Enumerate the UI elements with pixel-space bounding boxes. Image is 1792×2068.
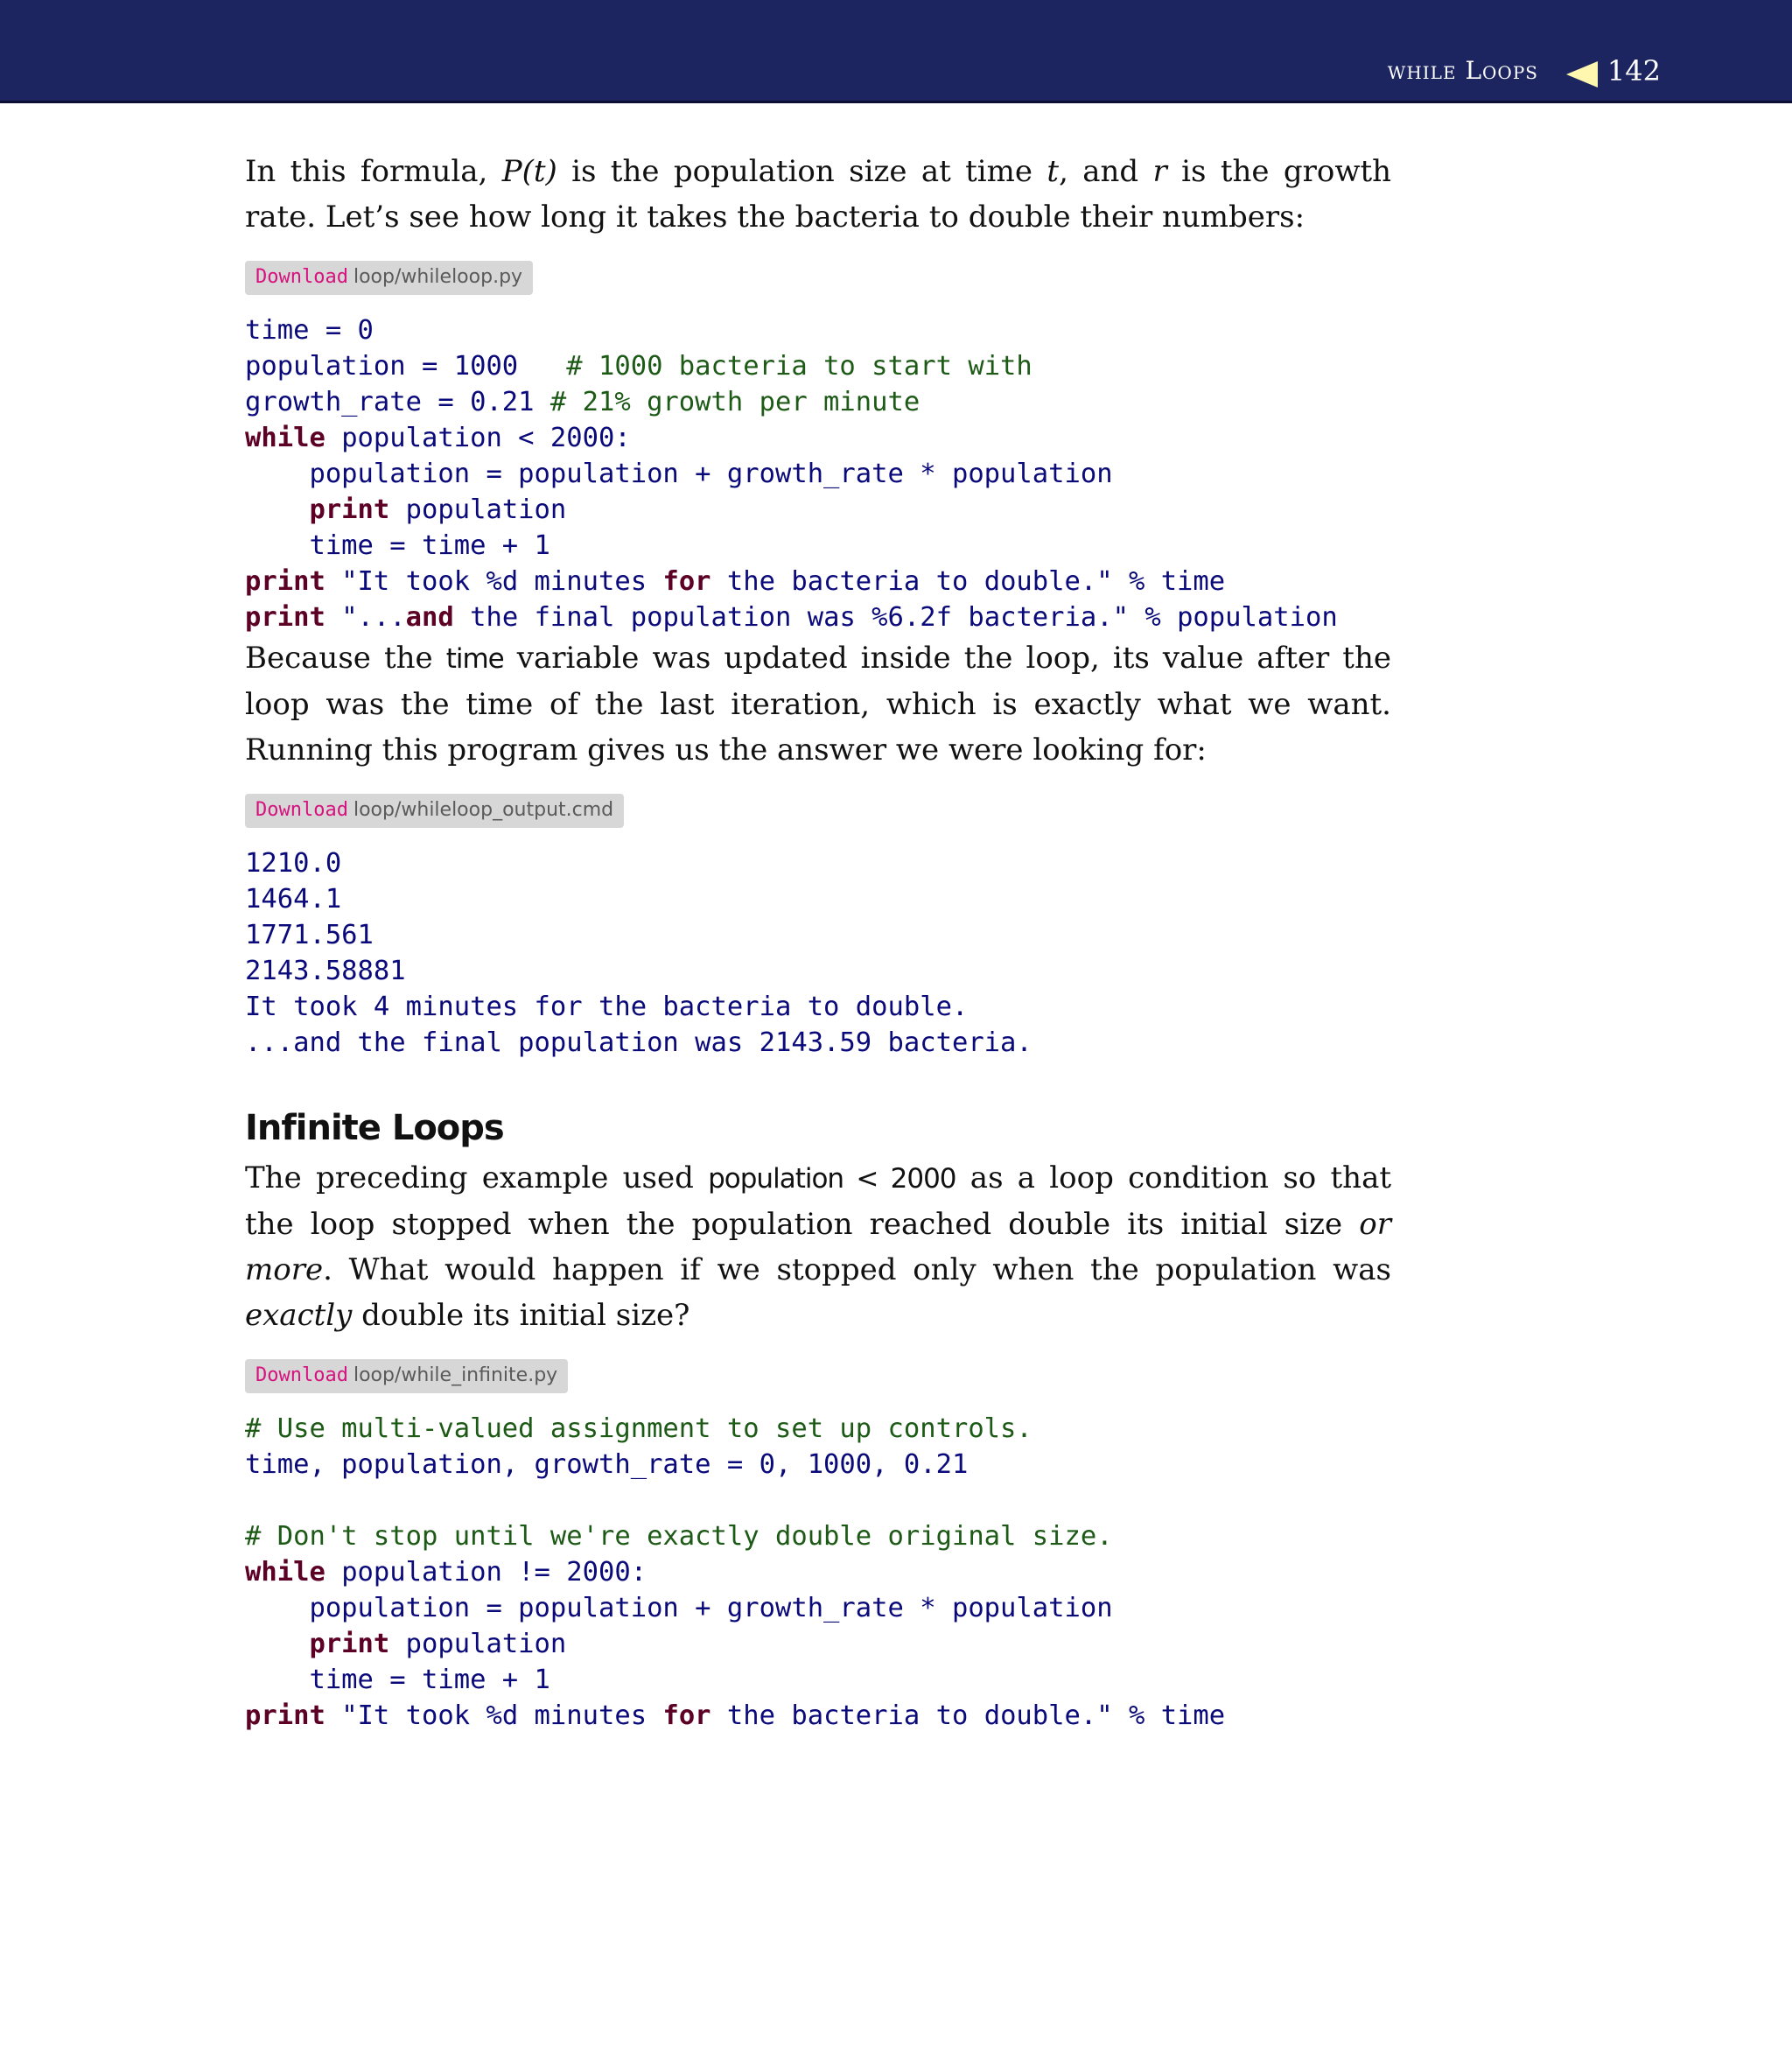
text-run: variable was updated inside the loop, its value after the loop was the time of the last iteration, which is exactly what we want. Running this program gives us the answer we were looking for:: [245, 641, 1391, 768]
output-line: ...and the final population was 2143.59 bacteria.: [245, 1027, 1032, 1058]
code-keyword: and: [405, 602, 454, 633]
code-text: population < 2000:: [325, 423, 631, 453]
download-label: Download: [256, 1364, 348, 1386]
code-keyword: print: [245, 566, 326, 597]
code-line: [245, 420, 1391, 456]
header-section-title: while Loops: [1387, 56, 1538, 85]
download-path: loop/whileloop_output.cmd: [353, 799, 614, 821]
code-text: time = time + 1: [245, 1665, 550, 1695]
download-link-whileloop-output[interactable]: [245, 794, 624, 828]
code-string: "It took %d minutes: [325, 566, 663, 597]
output-line: It took 4 minutes for the bacteria to double.: [245, 992, 969, 1022]
code-comment: # Don't stop until we're exactly double original size.: [245, 1521, 1113, 1552]
code-text: growth_rate = 0.21: [245, 387, 550, 417]
download-label: Download: [256, 799, 348, 821]
paragraph-loop-explanation: [245, 635, 1391, 773]
code-keyword: print: [245, 602, 326, 633]
code-line: [245, 1698, 1391, 1734]
math-r: r: [1152, 154, 1167, 189]
emphasis-or-more: or more: [245, 1207, 1391, 1287]
code-line: [245, 1518, 1391, 1554]
section-heading-infinite-loops: Infinite Loops: [245, 1108, 504, 1148]
code-keyword: print: [245, 1700, 326, 1731]
code-keyword: for: [662, 566, 711, 597]
output-line: 1771.561: [245, 920, 374, 950]
code-line: [245, 1411, 1391, 1447]
code-string: the bacteria to double." % time: [710, 566, 1226, 597]
download-link-while-infinite[interactable]: [245, 1359, 568, 1393]
code-line: [245, 1626, 1391, 1662]
code-line: [245, 1554, 1391, 1590]
text-run: Because the: [245, 641, 446, 676]
code-indent: [245, 1629, 309, 1659]
text-run: . What would happen if we stopped only when the population was: [323, 1252, 1391, 1287]
output-line: 2143.58881: [245, 956, 406, 986]
text-run: is the population size at time: [556, 154, 1047, 189]
code-string: "...: [325, 602, 406, 633]
code-indent: [245, 494, 309, 525]
download-link-whileloop[interactable]: [245, 261, 533, 295]
code-line: [245, 312, 1391, 348]
code-keyword: for: [662, 1700, 711, 1731]
text-run: is the growth rate. Let’s see how long it takes the bacteria to double their numbers:: [245, 154, 1392, 235]
code-text: population: [389, 494, 567, 525]
inline-code-condition: population < 2000: [708, 1163, 956, 1195]
code-comment: # 21% growth per minute: [550, 387, 920, 417]
math-p-of-t: P(t): [501, 154, 557, 189]
code-line: [245, 492, 1391, 528]
code-text: population = population + growth_rate * population: [245, 1593, 1113, 1623]
download-path: loop/whileloop.py: [353, 266, 523, 288]
left-triangle-icon[interactable]: [1566, 61, 1598, 88]
code-line: [245, 384, 1391, 420]
page-number: 142: [1606, 54, 1661, 88]
output-line: 1210.0: [245, 848, 342, 879]
code-text: population: [389, 1629, 567, 1659]
text-run: In this formula,: [245, 154, 502, 189]
emphasis-exactly: exactly: [245, 1298, 353, 1333]
code-keyword: print: [309, 1629, 390, 1659]
code-text: time = time + 1: [245, 530, 550, 561]
code-comment: # 1000 bacteria to start with: [566, 351, 1032, 382]
text-run: as a loop condition so that the loop stopped when the population reached double its initial size: [245, 1160, 1391, 1242]
page-body: [245, 149, 1391, 1734]
code-line: [245, 1590, 1391, 1626]
output-line: 1464.1: [245, 884, 342, 915]
paragraph-infinite-intro: [245, 1155, 1391, 1338]
code-text: time = 0: [245, 315, 374, 346]
paragraph-formula-explanation: [245, 149, 1391, 240]
code-line: [245, 1662, 1391, 1698]
code-line: [245, 1447, 1391, 1483]
code-line: [245, 528, 1391, 564]
code-line: [245, 348, 1391, 384]
math-t: t: [1046, 154, 1060, 189]
text-run: , and: [1059, 154, 1153, 189]
code-text: time, population, growth_rate = 0, 1000, 0.21: [245, 1449, 969, 1480]
code-line: [245, 564, 1391, 599]
download-path: loop/while_infinite.py: [353, 1364, 558, 1386]
code-string: "It took %d minutes: [325, 1700, 663, 1731]
code-listing-while-infinite: [245, 1411, 1391, 1734]
code-string: the bacteria to double." % time: [710, 1700, 1226, 1731]
code-line: [245, 599, 1391, 635]
text-run: double its initial size?: [352, 1298, 690, 1333]
code-comment: # Use multi-valued assignment to set up controls.: [245, 1413, 1032, 1444]
running-header: [0, 0, 1792, 103]
code-keyword: while: [245, 423, 326, 453]
code-text: population != 2000:: [325, 1557, 648, 1588]
code-listing-whileloop: [245, 312, 1391, 635]
text-run: The preceding example used: [245, 1160, 709, 1195]
code-string: the final population was %6.2f bacteria." % population: [453, 602, 1338, 633]
code-blank-line: [245, 1483, 1391, 1518]
code-output: [245, 845, 1391, 1061]
download-label: Download: [256, 266, 348, 288]
code-text: population = population + growth_rate * population: [245, 459, 1113, 489]
inline-code-time: time: [445, 643, 504, 675]
code-keyword: while: [245, 1557, 326, 1588]
code-text: population = 1000: [245, 351, 567, 382]
code-line: [245, 456, 1391, 492]
code-keyword: print: [309, 494, 390, 525]
